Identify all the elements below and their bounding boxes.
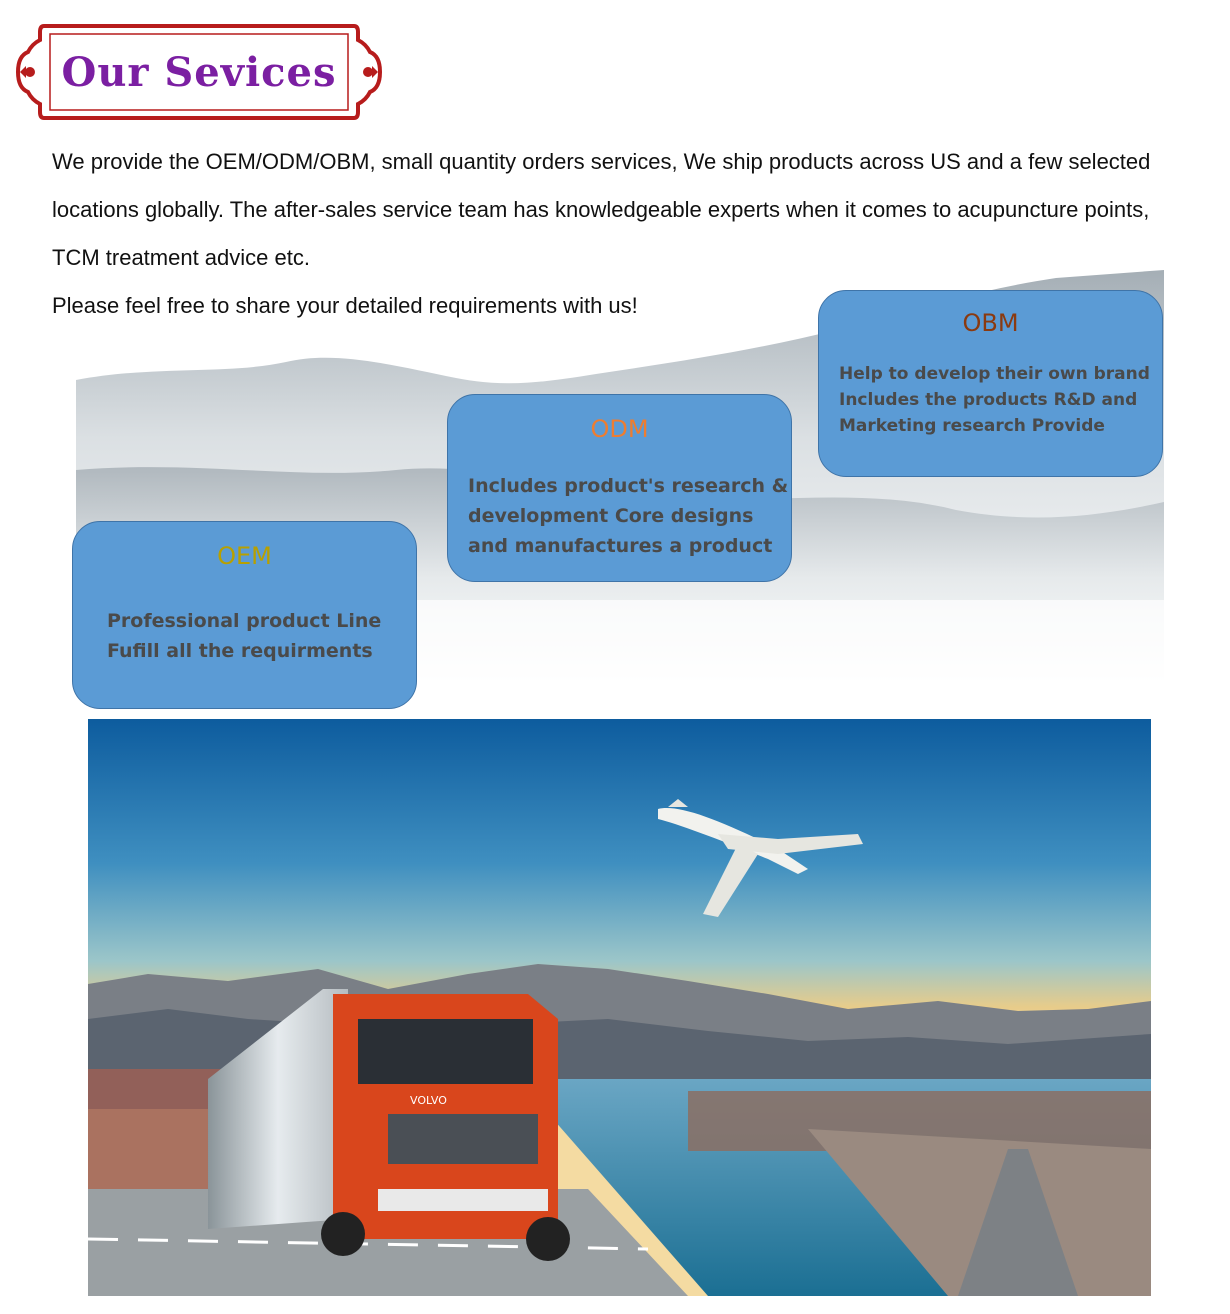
service-desc-line: and manufactures a product — [468, 535, 773, 557]
service-title-odm: ODM — [590, 415, 649, 443]
service-desc-line: Professional product Line — [107, 610, 382, 632]
service-card-obm — [818, 290, 1163, 477]
truck-brand-label: VOLVO — [410, 1094, 447, 1107]
service-desc-line: Help to develop their own brand — [839, 364, 1150, 384]
service-desc-line: Fufill all the requirments — [107, 640, 373, 662]
service-card-odm — [447, 394, 792, 582]
intro-paragraph-cta: Please feel free to share your detailed requirements with us! — [52, 293, 638, 318]
service-desc-line: Includes product's research & — [468, 475, 789, 497]
intro-paragraph: We provide the OEM/ODM/OBM, small quantity orders services, We ship products across US and a few selected locations globally. The after-sales service team has knowledgeable experts when it comes to acupuncture points, TCM treatment advice etc. — [52, 149, 1151, 270]
service-desc-line: Includes the products R&D and — [839, 390, 1138, 410]
service-title-obm: OBM — [962, 309, 1019, 337]
service-desc-line: Marketing research Provide — [839, 416, 1105, 436]
service-title-oem: OEM — [217, 542, 272, 570]
page-title: Our Sevices — [61, 48, 337, 96]
service-desc-line: development Core designs — [468, 505, 754, 527]
service-card-oem — [72, 521, 417, 709]
section-title-badge — [14, 22, 384, 122]
logistics-photo — [88, 719, 1151, 1296]
